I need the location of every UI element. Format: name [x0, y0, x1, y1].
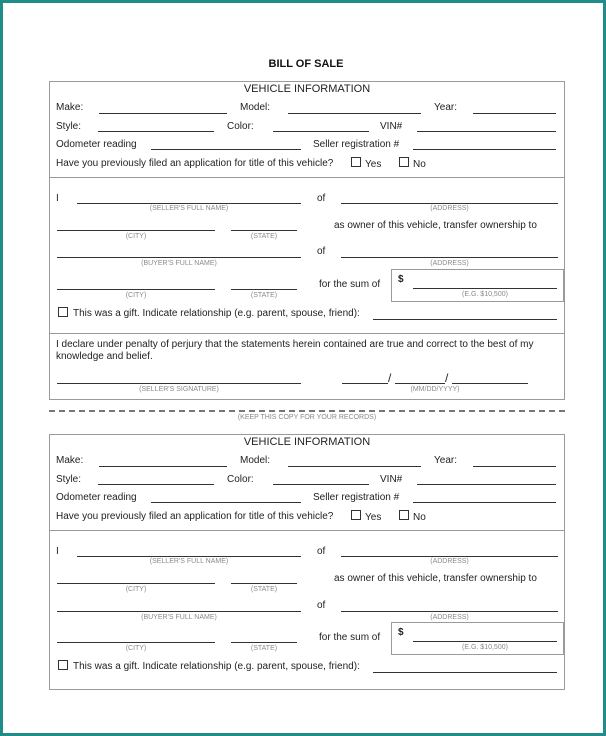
dollar-sign: $ — [398, 274, 404, 285]
no-label: No — [413, 512, 426, 523]
buyer-state-caption: (STATE) — [250, 645, 278, 652]
title-application-question: Have you previously filed an application for title of this vehicle? — [56, 511, 334, 522]
style-field[interactable] — [98, 131, 214, 132]
color-field[interactable] — [273, 484, 369, 485]
buyer-name-caption: (BUYER'S FULL NAME) — [141, 614, 217, 621]
gift-label: This was a gift. Indicate relationship (e.g. parent, spouse, friend): — [73, 661, 360, 672]
vin-field[interactable] — [417, 131, 556, 132]
date-caption: (MM/DD/YYYY) — [410, 386, 460, 393]
seller-registration-field[interactable] — [413, 502, 556, 503]
date-slash: / — [445, 371, 449, 385]
sum-label: for the sum of — [319, 632, 381, 643]
date-year-field[interactable] — [452, 383, 528, 384]
form-title: BILL OF SALE — [268, 58, 344, 70]
sum-field[interactable] — [413, 641, 557, 642]
make-field[interactable] — [99, 113, 227, 114]
color-field[interactable] — [273, 131, 369, 132]
buyer-state-field[interactable] — [231, 289, 297, 290]
style-label: Style: — [56, 474, 82, 485]
seller-city-field[interactable] — [57, 230, 215, 231]
seller-signature-caption: (SELLER'S SIGNATURE) — [139, 386, 219, 393]
vin-label: VIN# — [380, 121, 403, 132]
relationship-field[interactable] — [373, 319, 557, 320]
of-label: of — [317, 193, 326, 204]
gift-label: This was a gift. Indicate relationship (e.g. parent, spouse, friend): — [73, 308, 360, 319]
seller-name-field[interactable] — [77, 556, 301, 557]
seller-registration-label: Seller registration # — [313, 139, 400, 150]
date-month-field[interactable] — [342, 383, 388, 384]
odometer-field[interactable] — [151, 502, 301, 503]
seller-registration-field[interactable] — [413, 149, 556, 150]
yes-label: Yes — [365, 159, 382, 170]
make-label: Make: — [56, 455, 84, 466]
model-label: Model: — [240, 455, 271, 466]
odometer-label: Odometer reading — [56, 139, 137, 150]
year-label: Year: — [434, 455, 457, 466]
of-label: of — [317, 246, 326, 257]
sum-caption: (E.G. $10,500) — [462, 644, 508, 651]
keep-copy-note: (KEEP THIS COPY FOR YOUR RECORDS) — [237, 414, 377, 421]
seller-name-caption: (SELLER'S FULL NAME) — [149, 558, 229, 565]
transfer-ownership-text: as owner of this vehicle, transfer ownership to — [334, 573, 537, 584]
divider — [49, 177, 565, 178]
seller-state-caption: (STATE) — [250, 233, 278, 240]
model-field[interactable] — [288, 466, 421, 467]
year-label: Year: — [434, 102, 457, 113]
seller-address-caption: (ADDRESS) — [430, 205, 469, 212]
seller-name-caption: (SELLER'S FULL NAME) — [149, 205, 229, 212]
style-field[interactable] — [98, 484, 214, 485]
year-field[interactable] — [473, 113, 556, 114]
seller-state-field[interactable] — [231, 583, 297, 584]
buyer-address-field[interactable] — [341, 257, 558, 258]
gift-checkbox[interactable] — [58, 660, 68, 670]
make-field[interactable] — [99, 466, 227, 467]
cut-line — [49, 410, 565, 412]
buyer-name-field[interactable] — [57, 257, 301, 258]
buyer-name-caption: (BUYER'S FULL NAME) — [141, 260, 217, 267]
yes-label: Yes — [365, 512, 382, 523]
seller-address-field[interactable] — [341, 203, 558, 204]
no-checkbox[interactable] — [399, 157, 409, 167]
style-label: Style: — [56, 121, 82, 132]
sum-caption: (E.G. $10,500) — [462, 291, 508, 298]
i-label: I — [56, 546, 59, 557]
yes-checkbox[interactable] — [351, 510, 361, 520]
declaration-text: I declare under penalty of perjury that the statements herein contained are true and correct to the best of my knowledge and belief. — [56, 339, 534, 362]
of-label: of — [317, 546, 326, 557]
sum-field[interactable] — [413, 288, 557, 289]
buyer-city-caption: (CITY) — [125, 645, 147, 652]
seller-state-caption: (STATE) — [250, 586, 278, 593]
model-label: Model: — [240, 102, 271, 113]
gift-checkbox[interactable] — [58, 307, 68, 317]
relationship-field[interactable] — [373, 672, 557, 673]
odometer-label: Odometer reading — [56, 492, 137, 503]
color-label: Color: — [227, 121, 254, 132]
seller-registration-label: Seller registration # — [313, 492, 400, 503]
seller-address-field[interactable] — [341, 556, 558, 557]
no-checkbox[interactable] — [399, 510, 409, 520]
divider — [49, 333, 565, 334]
yes-checkbox[interactable] — [351, 157, 361, 167]
seller-signature-field[interactable] — [57, 383, 301, 384]
buyer-city-caption: (CITY) — [125, 292, 147, 299]
vin-field[interactable] — [417, 484, 556, 485]
divider — [49, 530, 565, 531]
i-label: I — [56, 193, 59, 204]
sum-label: for the sum of — [319, 279, 381, 290]
buyer-city-field[interactable] — [57, 289, 215, 290]
odometer-field[interactable] — [151, 149, 301, 150]
buyer-address-caption: (ADDRESS) — [430, 614, 469, 621]
seller-city-caption: (CITY) — [125, 233, 147, 240]
buyer-city-field[interactable] — [57, 642, 215, 643]
vehicle-info-heading: VEHICLE INFORMATION — [243, 83, 371, 95]
model-field[interactable] — [288, 113, 421, 114]
no-label: No — [413, 159, 426, 170]
vin-label: VIN# — [380, 474, 403, 485]
seller-address-caption: (ADDRESS) — [430, 558, 469, 565]
date-day-field[interactable] — [395, 383, 445, 384]
buyer-state-field[interactable] — [231, 642, 297, 643]
year-field[interactable] — [473, 466, 556, 467]
make-label: Make: — [56, 102, 84, 113]
title-application-question: Have you previously filed an application for title of this vehicle? — [56, 158, 334, 169]
buyer-name-field[interactable] — [57, 611, 301, 612]
buyer-address-field[interactable] — [341, 611, 558, 612]
seller-name-field[interactable] — [77, 203, 301, 204]
color-label: Color: — [227, 474, 254, 485]
buyer-state-caption: (STATE) — [250, 292, 278, 299]
seller-city-caption: (CITY) — [125, 586, 147, 593]
seller-state-field[interactable] — [231, 230, 297, 231]
vehicle-info-heading: VEHICLE INFORMATION — [243, 436, 371, 448]
date-slash: / — [388, 371, 392, 385]
dollar-sign: $ — [398, 627, 404, 638]
seller-city-field[interactable] — [57, 583, 215, 584]
of-label: of — [317, 600, 326, 611]
transfer-ownership-text: as owner of this vehicle, transfer ownership to — [334, 220, 537, 231]
buyer-address-caption: (ADDRESS) — [430, 260, 469, 267]
